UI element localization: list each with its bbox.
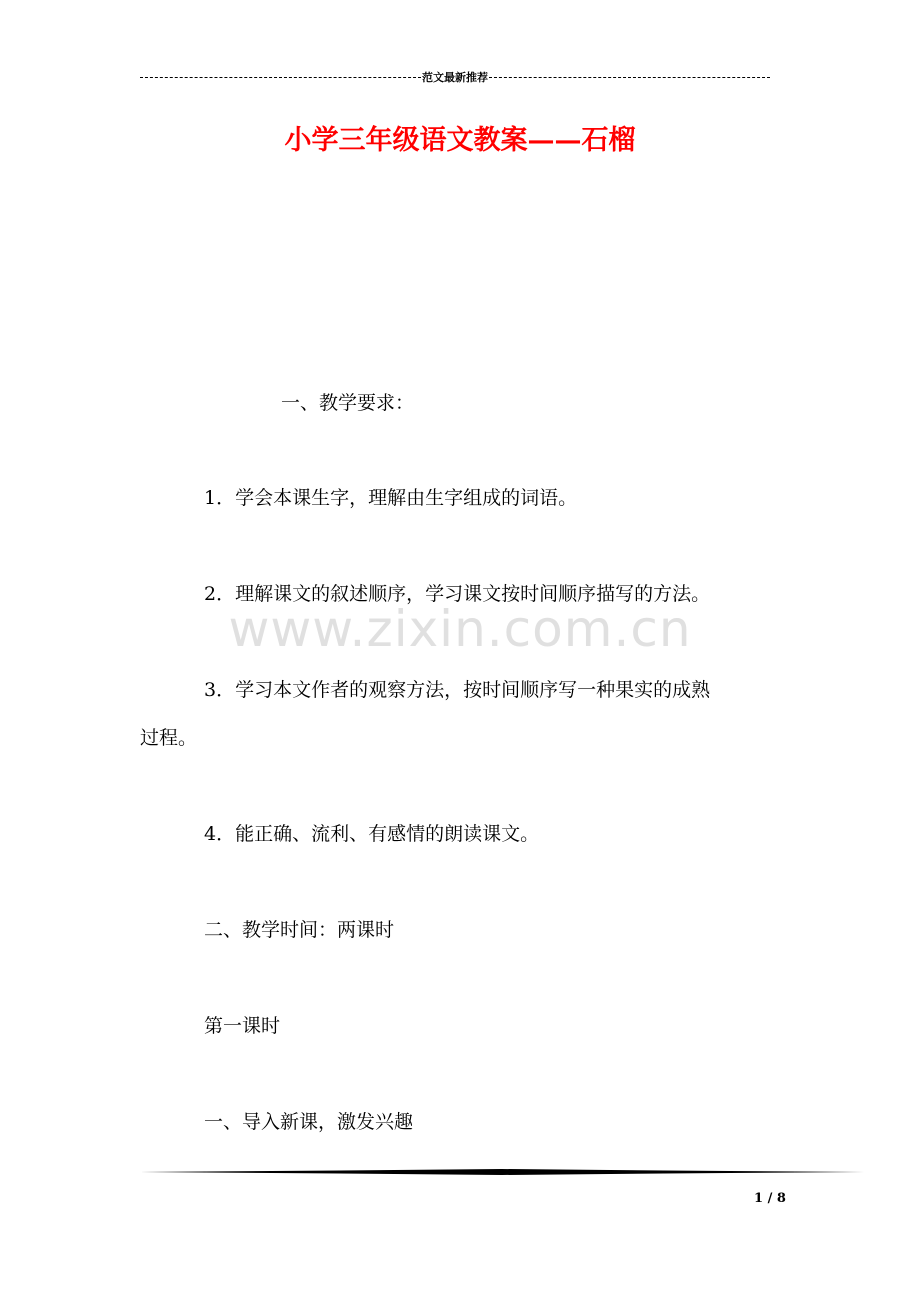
paragraph-item-2: 2．理解课文的叙述顺序，学习课文按时间顺序描写的方法。 [204,583,711,605]
paragraph-item-1: 1．学会本课生字，理解由生字组成的词语。 [204,487,578,509]
watermark: www.zixin.com.cn [228,600,692,658]
paragraph-intro-section: 一、导入新课，激发兴趣 [204,1111,414,1133]
footer-rule [140,1166,864,1178]
paragraph-item-3-continued: 过程。 [140,727,198,749]
paragraph-first-lesson: 第一课时 [204,1015,281,1037]
document-title: 小学三年级语文教案——石榴 [284,125,636,156]
paragraph-item-4: 4．能正确、流利、有感情的朗读课文。 [204,823,540,845]
page-header [140,66,770,88]
paragraph-teaching-requirements: 一、教学要求： [281,392,415,414]
paragraph-teaching-time: 二、教学时间：两课时 [204,919,395,941]
paragraph-item-3: 3．学习本文作者的观察方法，按时间顺序写一种果实的成熟 [204,679,711,701]
page-number: 1 / 8 [754,1191,786,1206]
header-dash-left [140,77,421,78]
header-text: 范文最新推荐 [422,71,488,84]
header-dash-right [489,77,770,78]
